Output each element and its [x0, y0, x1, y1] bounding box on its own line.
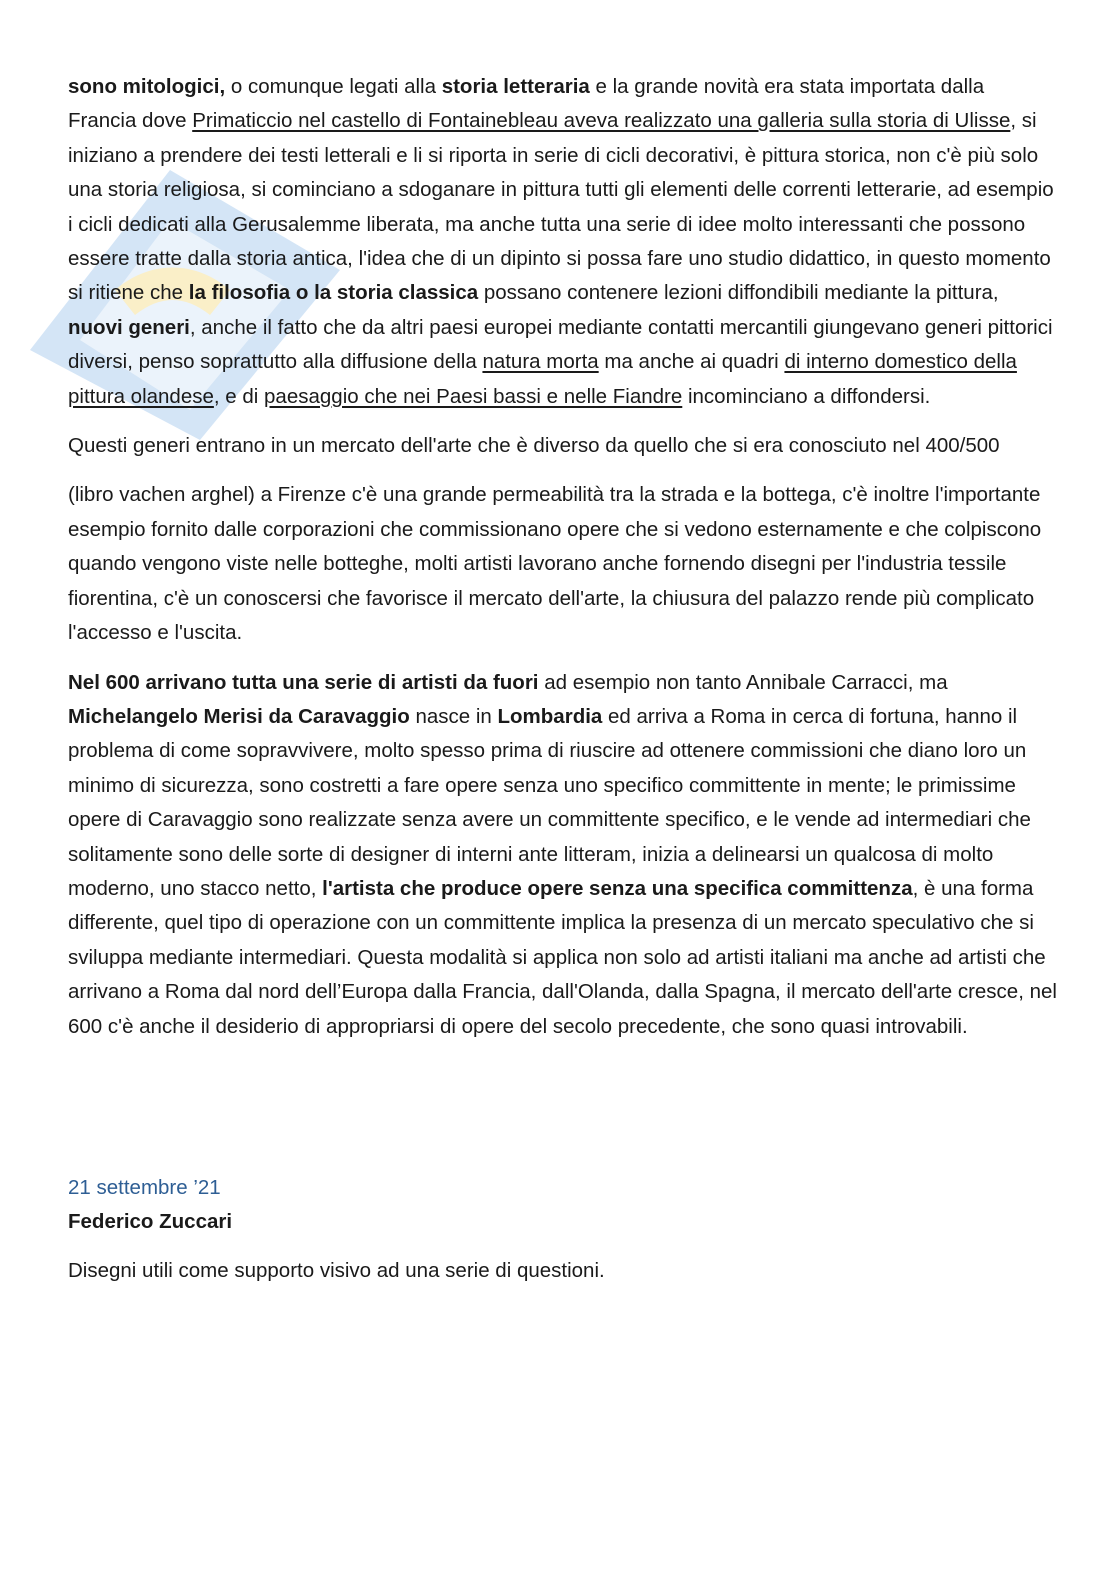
section-paragraph: Disegni utili come supporto visivo ad una serie di questioni.: [68, 1258, 605, 1282]
text-run: ed arriva a Roma in cerca di fortuna, hanno il problema di come sopravvivere, molto spesso prima di riuscire ad ottenere commissioni che diano loro un minimo di sicurezza, sono costretti a fare opere senza uno specifico committente in mente; le primissime opere di Caravaggio sono realizzate senza avere un committente specifico, e le vende ad intermediari che solitamente sono delle sorte di designer di interni ante litteram, inizia a delinearsi un qualcosa di molto moderno, uno stacco netto,: [68, 704, 1031, 900]
body-text: [68, 70, 1058, 1044]
underlined-text: natura morta: [482, 350, 599, 374]
text-run: , si iniziano a prendere dei testi letterali e li si riporta in serie di cicli decorativi, è pittura storica, non c'è più solo una storia religiosa, si cominciano a sdoganare in pittura tutti gli elementi delle correnti letterarie, ad esempio i cicli dedicati alla Gerusalemme liberata, ma anche tutta una serie di idee molto interessanti che possono essere tratte dalla storia antica, l'idea che di un dipinto si possa fare uno studio didattico, in questo momento si ritiene che: [68, 109, 1054, 305]
text-run: , è una forma differente, quel tipo di operazione con un committente implica la presenza di un mercato speculativo che si sviluppa mediante intermediari. Questa modalità si applica non solo ad artisti italiani ma anche ad artisti che arrivano a Roma dal nord dell’Europa dalla Francia, dall'Olanda, dalla Spagna, il mercato dell'arte cresce, nel 600 c'è anche il desiderio di appropriarsi di opere del secolo precedente, che sono quasi introvabili.: [68, 876, 1057, 1038]
section-date: 21 settembre ’21: [68, 1175, 221, 1199]
paragraph: [68, 478, 1058, 650]
underlined-text: paesaggio che nei Paesi bassi e nelle Fiandre: [264, 384, 683, 408]
bold-text: sono mitologici,: [68, 75, 226, 98]
text-run: Questi generi entrano in un mercato dell'arte che è diverso da quello che si era conosciuto nel 400/500: [68, 434, 1000, 458]
bold-text: nuovi generi: [68, 315, 190, 339]
text-run: ma anche ai quadri: [598, 350, 785, 374]
bold-text: storia letteraria: [441, 75, 590, 98]
paragraph: [68, 70, 1058, 414]
bold-text: la filosofia o la storia classica: [188, 281, 479, 305]
underlined-text: Primaticcio nel castello di Fontainebleau aveva realizzato una galleria sulla storia di Ulisse: [192, 109, 1011, 133]
paragraph: [68, 429, 1058, 463]
text-run: possano contenere lezioni diffondibili mediante la pittura,: [478, 281, 999, 305]
text-run: e la grande novità era stata importata dalla Francia dove: [68, 75, 985, 133]
document-page: [68, 70, 1058, 1288]
paragraph: [68, 666, 1058, 1044]
bold-text: Michelangelo Merisi da Caravaggio: [68, 704, 410, 728]
text-run: o comunque legati alla: [225, 75, 442, 98]
bold-text: l'artista che produce opere senza una specifica committenza: [322, 876, 913, 900]
bold-text: Nel 600 arrivano tutta una serie di artisti da fuori: [68, 670, 539, 694]
text-run: ad esempio non tanto Annibale Carracci, ma: [538, 670, 948, 694]
text-run: , e di: [213, 384, 265, 408]
text-run: (libro vachen arghel) a Firenze c'è una grande permeabilità tra la strada e la bottega, c'è inoltre l'importante esempio fornito dalle corporazioni che commissionano opere che si vedono esternamente e che colpiscono quando vengono viste nelle botteghe, molti artisti lavorano anche fornendo disegni per l'industria tessile fiorentina, c'è un conoscersi che favorisce il mercato dell'arte, la chiusura del palazzo rende più complicato l'accesso e l'uscita.: [68, 483, 1042, 645]
underlined-text: di interno domestico della pittura olandese: [68, 350, 1017, 408]
section-heading: Federico Zuccari: [68, 1209, 233, 1233]
text-run: nasce in: [409, 704, 498, 728]
text-run: , anche il fatto che da altri paesi europei mediante contatti mercantili giungevano generi pittorici diversi, penso soprattutto alla diffusione della: [68, 315, 1053, 374]
text-run: incominciano a diffondersi.: [682, 384, 931, 408]
bold-text: Lombardia: [497, 704, 603, 728]
